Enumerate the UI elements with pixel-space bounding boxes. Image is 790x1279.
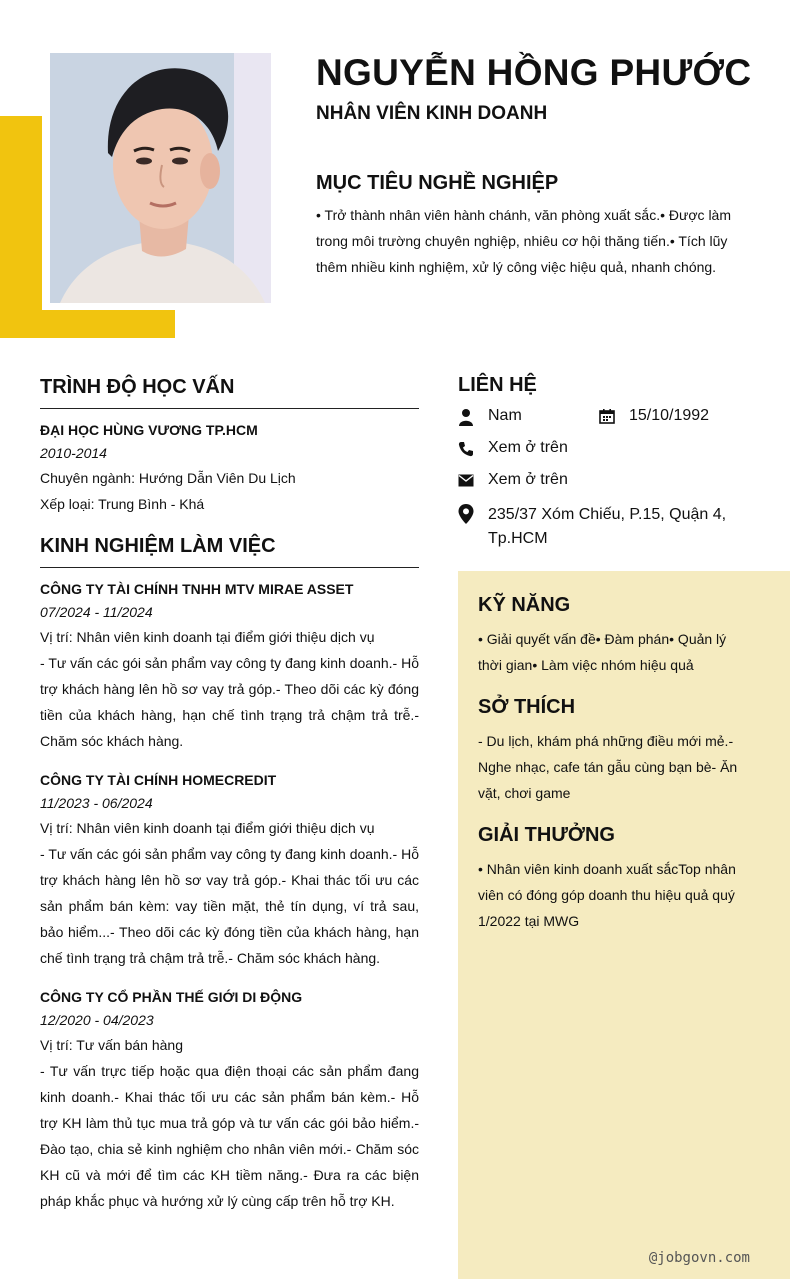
contact-dob: 15/10/1992 xyxy=(629,407,710,424)
experience-heading: KINH NGHIỆM LÀM VIỆC xyxy=(40,535,276,557)
portrait-illustration xyxy=(50,53,271,303)
accent-bar-horizontal xyxy=(0,310,175,338)
education-grade: Xếp loại: Trung Bình - Khá xyxy=(40,496,205,512)
job-company: CÔNG TY CỔ PHẦN THẾ GIỚI DI ĐỘNG xyxy=(40,989,303,1005)
contact-heading: LIÊN HỆ xyxy=(458,374,537,396)
contact-gender: Nam xyxy=(488,407,522,424)
education-school: ĐẠI HỌC HÙNG VƯƠNG TP.HCM xyxy=(40,422,258,438)
awards-text: • Nhân viên kinh doanh xuất sắcTop nhân viên có đóng góp doanh thu hiệu quả quý 1/2022 tại MWG xyxy=(478,861,736,929)
job-role: Vị trí: Nhân viên kinh doanh tại điểm giới thiệu dịch vụ xyxy=(40,820,375,836)
mail-icon xyxy=(458,474,474,490)
education-divider xyxy=(40,408,419,409)
job-description: - Tư vấn các gói sản phẩm vay công ty đang kinh doanh.- Hỗ trợ khách hàng lên hồ sơ vay trả góp.- Theo dõi các kỳ đóng tiền của khách hàng, hạn chế tình trạng trả chậm trả trễ.- Chăm sóc khách hàng. xyxy=(40,655,419,749)
education-years: 2010-2014 xyxy=(40,445,107,461)
education-major: Chuyên ngành: Hướng Dẫn Viên Du Lịch xyxy=(40,470,296,486)
job-period: 07/2024 - 11/2024 xyxy=(40,604,153,620)
person-icon xyxy=(458,408,474,424)
hobbies-text: - Du lịch, khám phá những điều mới mẻ.- Nghe nhạc, cafe tán gẫu cùng bạn bè- Ăn vặt, chơi game xyxy=(478,733,738,801)
contact-address: 235/37 Xóm Chiếu, P.15, Quận 4, Tp.HCM xyxy=(488,506,727,547)
job-description: - Tư vấn trực tiếp hoặc qua điện thoại các sản phẩm đang kinh doanh.- Khai thác tối ưu các sản phẩm bán kèm.- Hỗ trợ KH làm thủ tục mua trả góp và tư vấn các gói bảo hiểm.- Đào tạo, chia sẻ kinh nghiệm cho nhân viên mới.- Chăm sóc KH cũ và mới để tìm các KH tiềm năng.- Đưa ra các biện pháp khắc phục và hướng xử lý cùng cấp trên hỗ trợ KH. xyxy=(40,1063,419,1209)
job-period: 12/2020 - 04/2023 xyxy=(40,1012,154,1028)
location-pin-icon xyxy=(458,504,474,520)
job-period: 11/2023 - 06/2024 xyxy=(40,795,153,811)
contact-phone[interactable]: Xem ở trên xyxy=(488,439,568,456)
accent-bar-vertical xyxy=(0,116,42,338)
awards-heading: GIẢI THƯỞNG xyxy=(478,824,615,846)
job-role: Vị trí: Tư vấn bán hàng xyxy=(40,1037,183,1053)
candidate-name: NGUYỄN HỒNG PHƯỚC xyxy=(316,52,752,93)
calendar-icon xyxy=(599,408,615,424)
phone-icon xyxy=(458,441,474,457)
profile-photo xyxy=(50,53,271,303)
hobbies-heading: SỞ THÍCH xyxy=(478,696,576,718)
experience-divider xyxy=(40,567,419,568)
job-title: NHÂN VIÊN KINH DOANH xyxy=(316,103,548,124)
objective-heading: MỤC TIÊU NGHỀ NGHIỆP xyxy=(316,172,559,194)
job-company: CÔNG TY TÀI CHÍNH TNHH MTV MIRAE ASSET xyxy=(40,581,354,597)
education-heading: TRÌNH ĐỘ HỌC VẤN xyxy=(40,376,235,398)
job-description: - Tư vấn các gói sản phẩm vay công ty đang kinh doanh.- Hỗ trợ khách hàng lên hồ sơ vay trả góp.- Khai thác tối ưu các sản phẩm bán kèm: vay tiền mặt, thẻ tín dụng, ví trả sau, bảo hiểm...- Theo dõi các kỳ đóng tiền của khách hàng, hạn chế tình trạng trả chậm trả trễ.- Chăm sóc khách hàng. xyxy=(40,846,419,966)
skills-heading: KỸ NĂNG xyxy=(478,594,571,616)
contact-email[interactable]: Xem ở trên xyxy=(488,471,568,488)
watermark: @jobgovn.com xyxy=(648,1250,750,1266)
job-company: CÔNG TY TÀI CHÍNH HOMECREDIT xyxy=(40,772,277,788)
skills-text: • Giải quyết vấn đề• Đàm phán• Quản lý thời gian• Làm việc nhóm hiệu quả xyxy=(478,631,727,673)
objective-text: • Trở thành nhân viên hành chánh, văn phòng xuất sắc.• Được làm trong môi trường chuyên nghiệp, nhiêu cơ hội thăng tiến.• Tích lũy thêm nhiều kinh nghiệm, xử lý công việc hiệu quả, nhanh chóng. xyxy=(316,207,732,275)
job-role: Vị trí: Nhân viên kinh doanh tại điểm giới thiệu dịch vụ xyxy=(40,629,375,645)
